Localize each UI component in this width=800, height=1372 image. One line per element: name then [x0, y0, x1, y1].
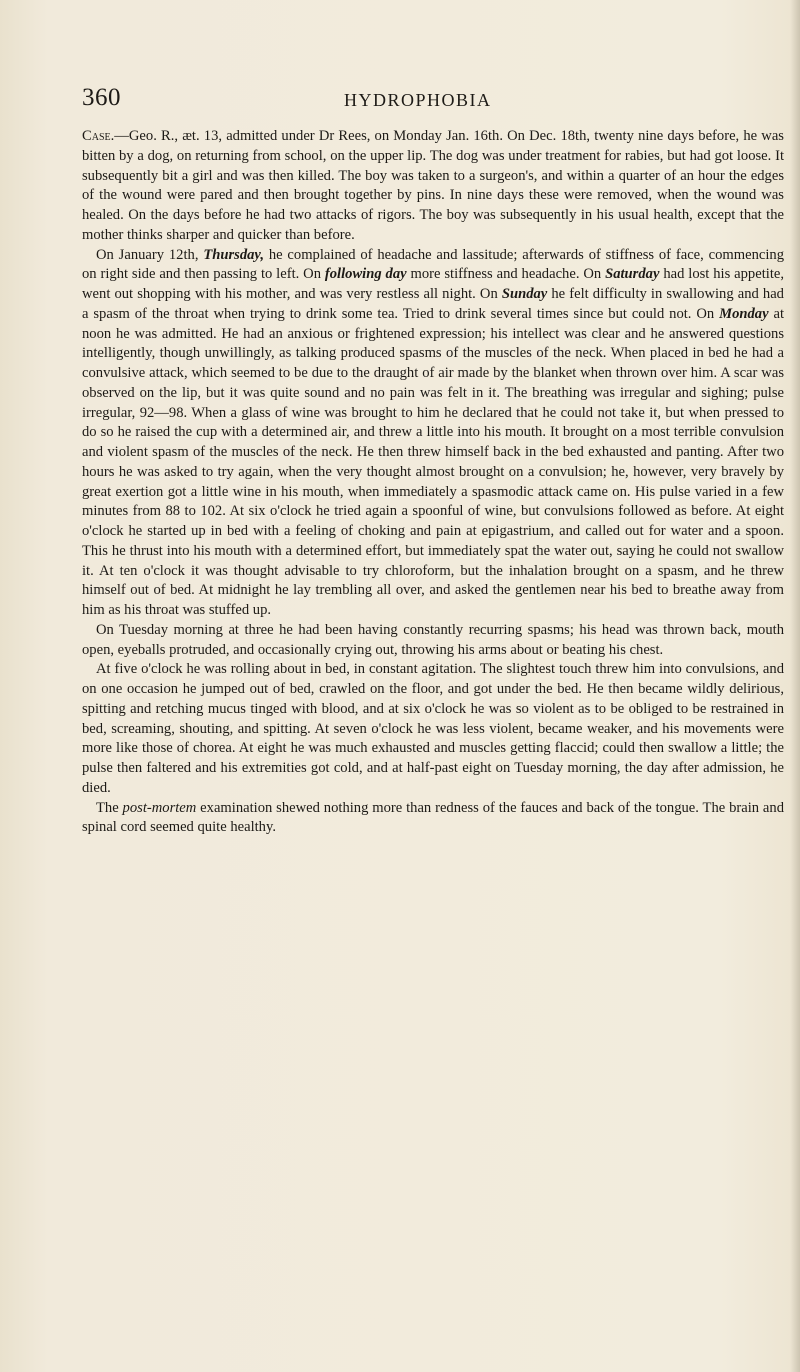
case-paragraph-history	[82, 127, 784, 246]
symptoms-text-f: at noon he was admitted. He had an anxious or frightened expression; his intellect was clear and he answered questions intelligently, though unwillingly, as talking produced spasms of the muscles of the neck. When placed in bed he had a convulsive attack, which seemed to be due to the draught of air made by the blanket when thrown over him. A scar was observed on the lip, but it was quite sound and no pain was felt in it. The breathing was irregular and sighing; pulse irregular, 92—98. When a glass of wine was brought to him he declared that he could not take it, but when pressed to do so he raised the cup with a determined air, and threw a little into his mouth. It brought on a most terrible convulsion and violent spasm of the muscles of the neck. He then threw himself back in the bed exhausted and panting. After two hours he was asked to try again, when the very thought almost brought on a convulsion; he, however, very bravely by great exertion got a little wine in his mouth, when immediately a spasmodic attack came on. His pulse varied in a few minutes from 88 to 102. At six o'clock he tried again a spoonful of wine, but convulsions followed as before. At eight o'clock he started up in bed with a feeling of choking and pain at epigastrium, and called out for water and a spoon. This he thrust into his mouth with a determined effort, but immediately spat the water out, saying he could not swallow it. At ten o'clock it was thought advisable to try chloroform, but the inhalation brought on a spasm, and he threw himself out of bed. At midnight he lay trembling all over, and asked the gentlemen near his bed to breathe away from him as his throat was stuffed up.	[82, 305, 784, 618]
case-paragraph-symptoms	[82, 246, 784, 621]
symptoms-text-e: he felt difficulty in swallowing and had a spasm of the throat when trying to drink some tea. Tried to drink several times since but could not. On	[82, 286, 784, 322]
history-text: —Geo. R., æt. 13, admitted under Dr Rees, on Monday Jan. 16th. On Dec. 18th, twenty nine days before, he was bitten by a dog, on returning from school, on the upper lip. The dog was under treatment for rabies, but had got loose. It subsequently bit a girl and was then killed. The boy was taken to a surgeon's, and within a quarter of an hour the edges of the wound were pared and then brought together by pins. In nine days these were removed, when the wound was healed. On the days before he had two attacks of rigors. The boy was subsequently in his usual health, except that the mother thinks sharper and quicker than before.	[82, 128, 784, 243]
case-paragraph-tuesday: On Tuesday morning at three he had been having constantly recurring spasms; his head was thrown back, mouth open, eyeballs protruded, and occasionally crying out, throwing his arms about or beating his chest.	[82, 621, 784, 658]
case-report-text	[82, 127, 784, 838]
symptoms-text-a: On January 12th,	[96, 246, 204, 263]
postmortem-text-a: The	[96, 799, 123, 816]
running-head: HYDROPHOBIA	[344, 90, 492, 110]
day-following: following day	[324, 266, 407, 283]
symptoms-text-d: had lost his appetite, went out shopping with his mother, and was very restless all night. On	[82, 266, 784, 302]
case-label: Case.	[82, 128, 115, 144]
postmortem-text-b: examination shewed nothing more than redness of the fauces and back of the tongue. The brain and spinal cord seemed quite healthy.	[82, 799, 784, 836]
page-number: 360	[82, 84, 121, 111]
day-thursday: Thursday,	[203, 246, 264, 263]
post-mortem-term: post-mortem	[122, 799, 197, 816]
day-saturday: Saturday	[605, 266, 660, 283]
case-paragraph-death: At five o'clock he was rolling about in bed, in constant agitation. The slightest touch threw him into convulsions, and on one occasion he jumped out of bed, crawled on the floor, and got under the bed. He then became wildly delirious, spitting and retching mucus tinged with blood, and at six o'clock he was so violent as to be obliged to be restrained in bed, screaming, shouting, and spitting. At seven o'clock he was less violent, became weaker, and his movements were more like those of chorea. At eight he was much exhausted and muscles getting flaccid; could then swallow a little; the pulse then faltered and his extremities got cold, and at half-past eight on Tuesday morning, the day after admission, he died.	[82, 661, 784, 796]
day-sunday: Sunday	[501, 286, 548, 302]
page-edge-shadow	[790, 0, 800, 1372]
symptoms-text-b: he complained of headache and lassitude; afterwards of stiffness of face, commencing on right side and then passing to left. On	[82, 246, 785, 283]
page-header	[82, 84, 782, 118]
day-monday: Monday	[719, 305, 769, 322]
case-paragraph-postmortem	[82, 799, 784, 839]
symptoms-text-c: more stiffness and headache. On	[406, 266, 606, 283]
